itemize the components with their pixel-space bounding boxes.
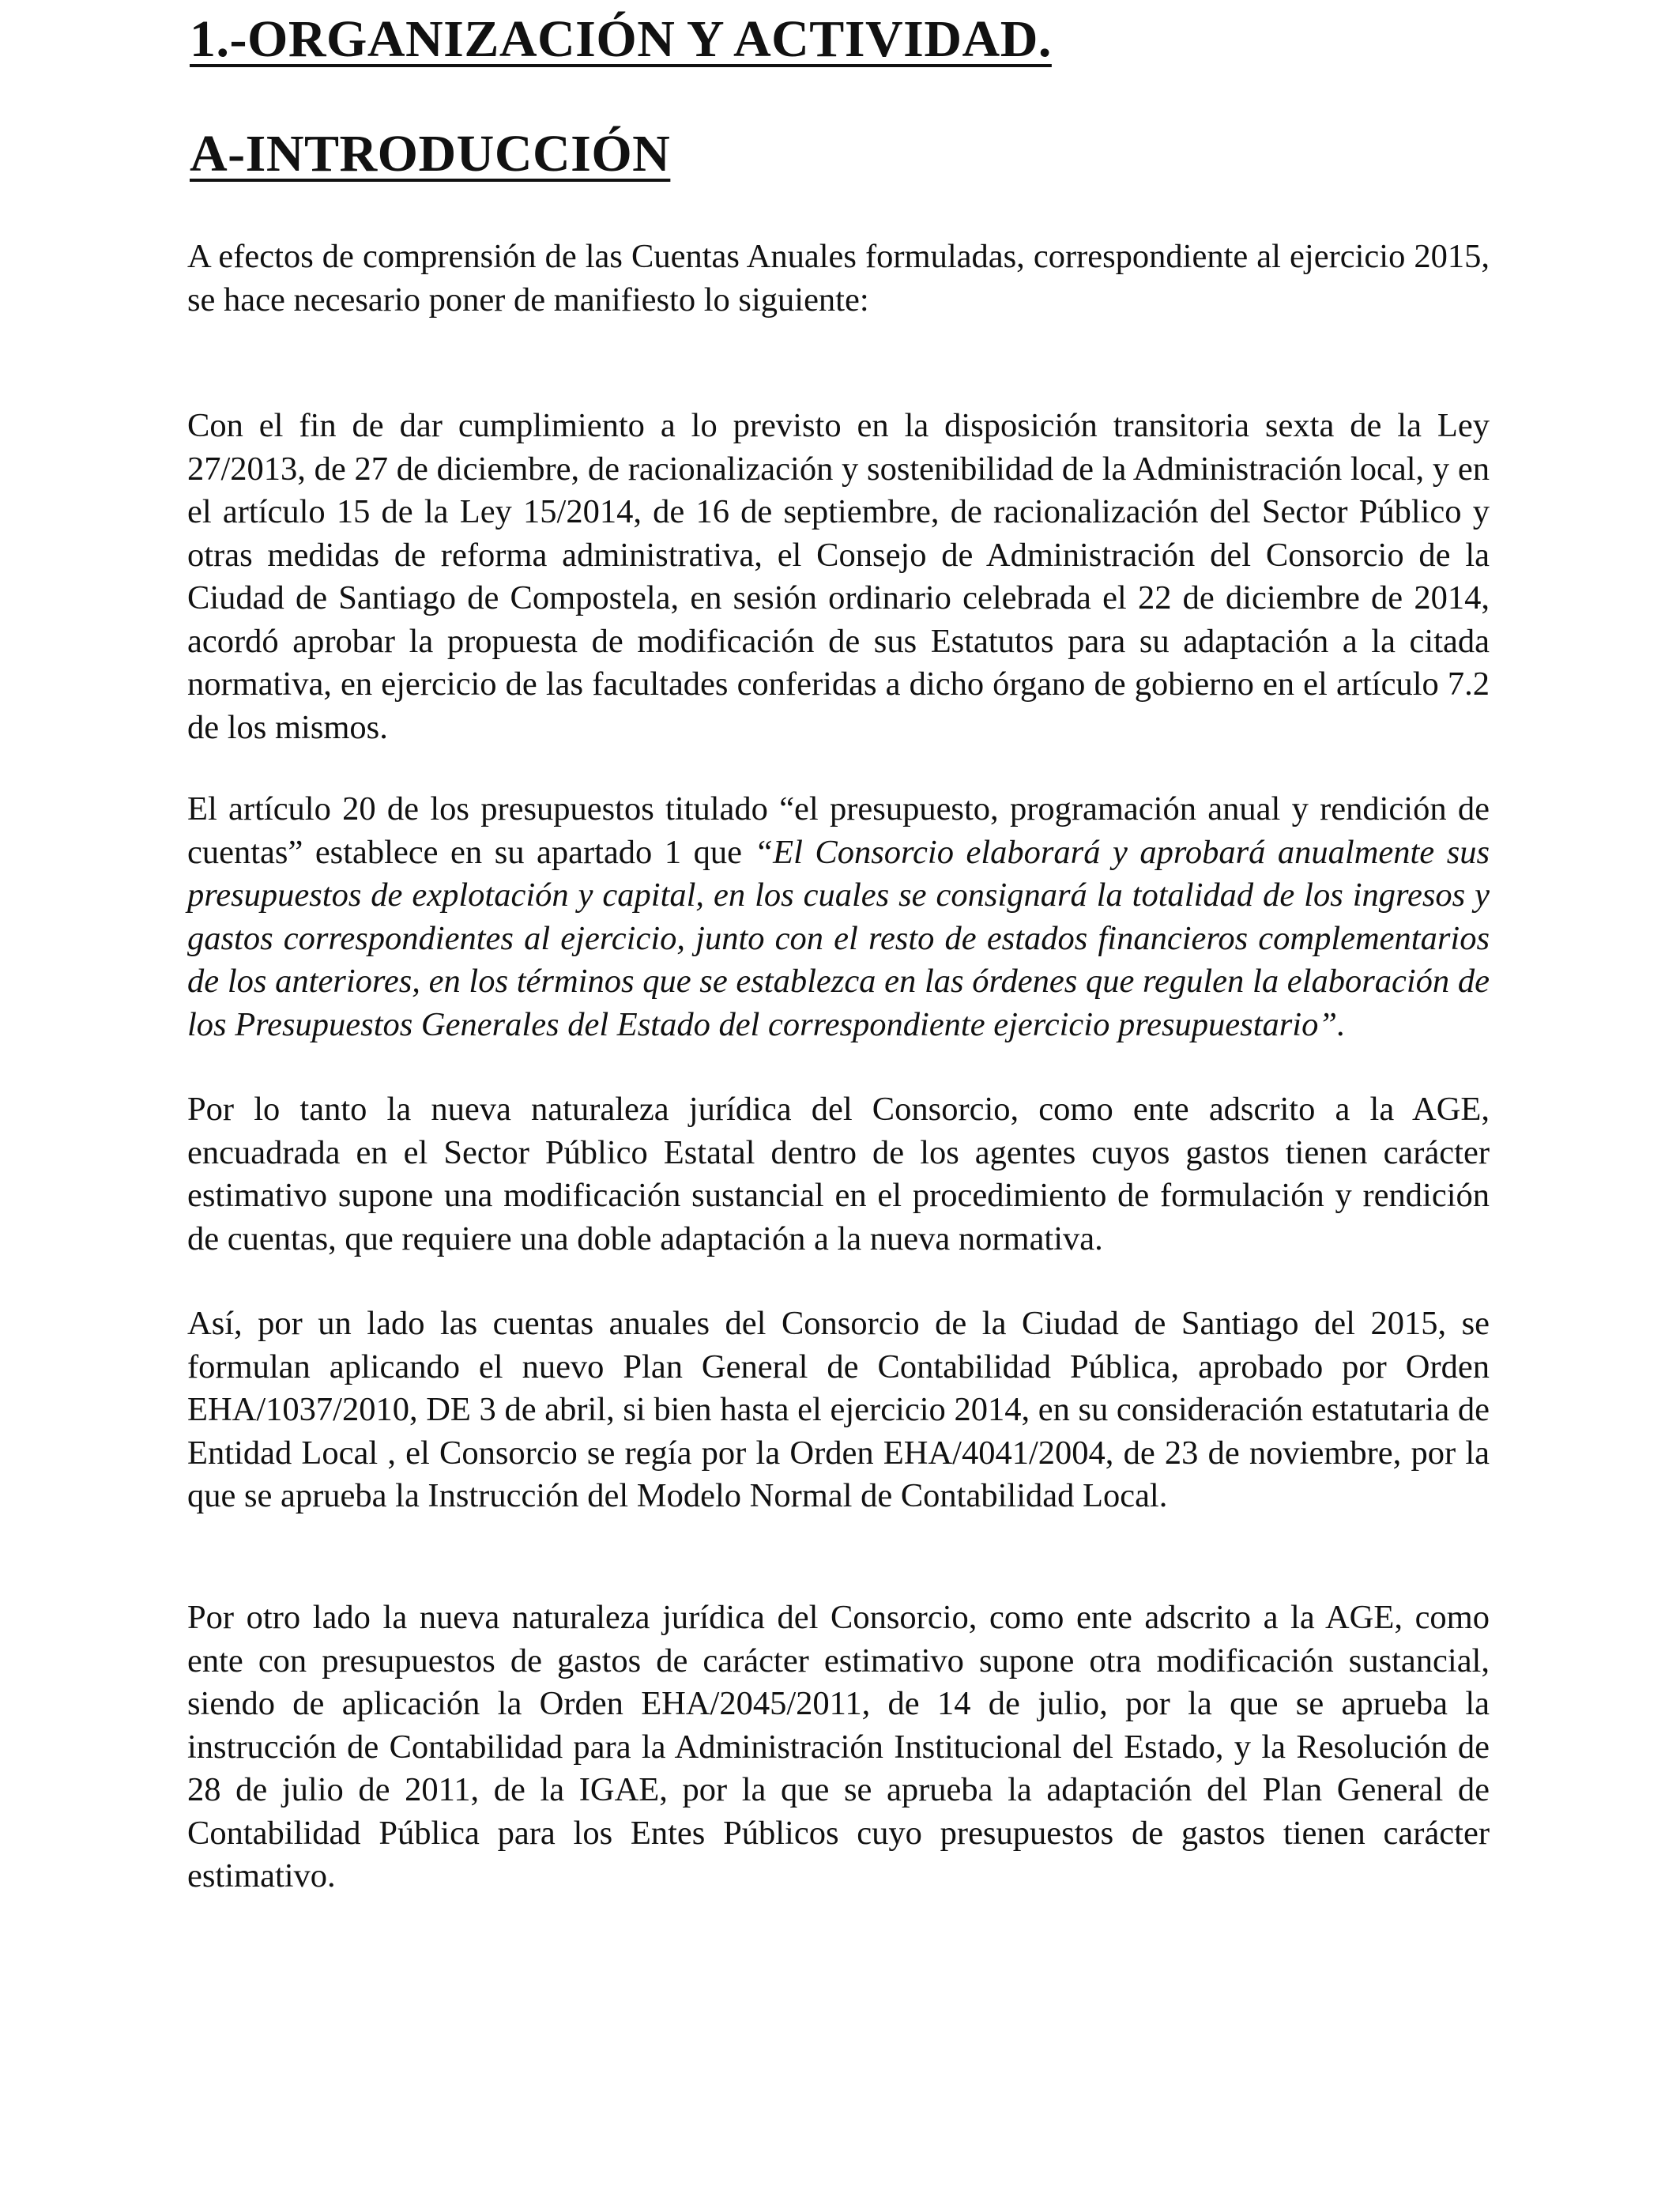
article-20-quote: “El Consorcio elaborará y aprobará anualmente sus presupuestos de explotación y capital, en los cuales se consignará la totalidad de los ingresos y gastos correspondientes al ejercicio, junto con el resto de estados financieros complementarios de los anteriores, en los términos que se establezca en las órdenes que regulen la elaboración de los Presupuestos Generales del Estado del correspondiente ejercicio presupuestario”. <box>187 833 1490 1043</box>
paragraph-institutional-accounting: Por otro lado la nueva naturaleza jurídica del Consorcio, como ente adscrito a la AGE, como ente con presupuestos de gastos de carácter estimativo supone otra modificación sustancial, siendo de aplicación la Orden EHA/2045/2011, de 14 de julio, por la que se aprueba la instrucción de Contabilidad para la Administración Institucional del Estado, y la Resolución de 28 de julio de 2011, de la IGAE, por la que se aprueba la adaptación del Plan General de Contabilidad Pública para los Entes Públicos cuyo presupuestos de gastos tienen carácter estimativo. <box>187 1599 1490 1894</box>
subsection-heading: A-INTRODUCCIÓN <box>190 125 671 183</box>
paragraph-legal-nature: Por lo tanto la nueva naturaleza jurídica del Consorcio, como ente adscrito a la AGE, encuadrada en el Sector Público Estatal dentro de los agentes cuyos gastos tienen carácter estimativo supone una modificación sustancial en el procedimiento de formulación y rendición de cuentas, que requiere una doble adaptación a la nueva normativa. <box>187 1091 1490 1257</box>
paragraph-article-20 <box>187 788 1490 1046</box>
article-20-intro: El artículo 20 de los presupuestos titulado “el presupuesto, programación anual y rendición de cuentas” establece en su apartado 1 que <box>187 790 1490 871</box>
section-heading: 1.-ORGANIZACIÓN Y ACTIVIDAD. <box>190 10 1052 68</box>
paragraph-accounting-plan: Así, por un lado las cuentas anuales del Consorcio de la Ciudad de Santiago del 2015, se formulan aplicando el nuevo Plan General de Contabilidad Pública, aprobado por Orden EHA/1037/2010, DE 3 de abril, si bien hasta el ejercicio 2014, en su consideración estatutaria de Entidad Local , el Consorcio se regía por la Orden EHA/4041/2004, de 23 de noviembre, por la que se aprueba la Instrucción del Modelo Normal de Contabilidad Local. <box>187 1305 1490 1514</box>
paragraph-intro: A efectos de comprensión de las Cuentas Anuales formuladas, correspondiente al ejercicio 2015, se hace necesario poner de manifiesto lo siguiente: <box>187 238 1490 319</box>
paragraph-statutes: Con el fin de dar cumplimiento a lo previsto en la disposición transitoria sexta de la Ley 27/2013, de 27 de diciembre, de racionalización y sostenibilidad de la Administración local, y en el artículo 15 de la Ley 15/2014, de 16 de septiembre, de racionalización del Sector Público y otras medidas de reforma administrativa, el Consejo de Administración del Consorcio de la Ciudad de Santiago de Compostela, en sesión ordinario celebrada el 22 de diciembre de 2014, acordó aprobar la propuesta de modificación de sus Estatutos para su adaptación a la citada normativa, en ejercicio de las facultades conferidas a dicho órgano de gobierno en el artículo 7.2 de los mismos. <box>187 407 1490 746</box>
